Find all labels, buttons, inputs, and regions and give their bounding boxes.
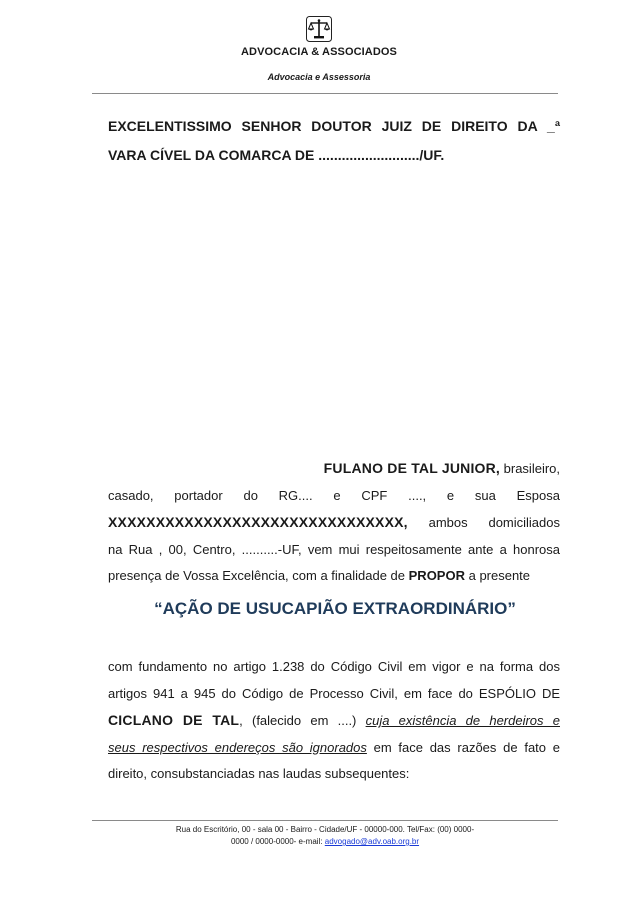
intro-line-4: na Rua , 00, Centro, ..........-UF, vem mui respeitosamente ante a honrosa <box>108 541 560 557</box>
grounds-line-2: artigos 941 a 945 do Código de Processo Civil, em face do ESPÓLIO DE <box>108 685 560 701</box>
grounds-paragraph <box>108 654 560 788</box>
intro-line-5-before: presença de Vossa Excelência, com a finalidade de <box>108 568 409 583</box>
footer-line-2 <box>92 836 558 848</box>
header-divider <box>92 93 558 94</box>
intro-line-2: casado, portador do RG.... e CPF ...., e sua Esposa <box>108 487 560 503</box>
grounds-line-1: com fundamento no artigo 1.238 do Código Civil em vigor e na forma dos <box>108 659 560 674</box>
grounds-line-4-italic: seus respectivos endereços são ignorados <box>108 739 367 755</box>
defendant-name: CICLANO DE TAL <box>108 712 240 728</box>
spouse-after: ambos domiciliados <box>407 515 560 530</box>
propor-text: PROPOR <box>408 568 465 583</box>
addressee-line-1: EXCELENTISSIMO SENHOR DOUTOR JUIZ DE DIREITO DA _ª <box>108 118 560 134</box>
firm-tagline: Advocacia e Assessoria <box>267 72 371 82</box>
intro-line-5-after: a presente <box>464 568 531 583</box>
action-title: “AÇÃO DE USUCAPIÃO EXTRAORDINÁRIO” <box>154 599 516 618</box>
footer-divider <box>92 820 558 821</box>
grounds-line-3-mid: , (falecido em ....) <box>239 713 366 728</box>
footer <box>92 824 558 848</box>
spouse-name: XXXXXXXXXXXXXXXXXXXXXXXXXXXXXXX, <box>108 514 408 530</box>
grounds-line-4 <box>108 735 560 762</box>
scales-of-justice-icon <box>306 16 332 42</box>
plaintiff-nationality: brasileiro, <box>500 461 560 476</box>
grounds-line-4-after: em face das razões de fato e <box>366 739 560 755</box>
grounds-line-3-italic: cuja existência de herdeiros e <box>365 713 560 728</box>
intro-line-1 <box>108 455 560 483</box>
footer-line-1: Rua do Escritório, 00 - sala 00 - Bairro - Cidade/UF - 00000-000. Tel/Fax: (00) 0000- <box>175 825 475 834</box>
intro-paragraph <box>108 455 560 590</box>
intro-line-3 <box>108 509 560 537</box>
grounds-line-5: direito, consubstanciadas nas laudas subsequentes: <box>108 766 410 781</box>
addressee-block <box>108 112 560 170</box>
grounds-line-3 <box>108 707 560 735</box>
firm-name: ADVOCACIA & ASSOCIADOS <box>240 46 397 58</box>
footer-line-2-before: 0000 / 0000-0000- e-mail: <box>230 837 325 846</box>
email-link[interactable]: advogado@adv.oab.org.br <box>324 837 420 846</box>
intro-line-5 <box>108 563 560 590</box>
plaintiff-name: FULANO DE TAL JUNIOR, <box>323 460 501 476</box>
addressee-line-2: VARA CÍVEL DA COMARCA DE ........................../UF. <box>108 147 445 163</box>
